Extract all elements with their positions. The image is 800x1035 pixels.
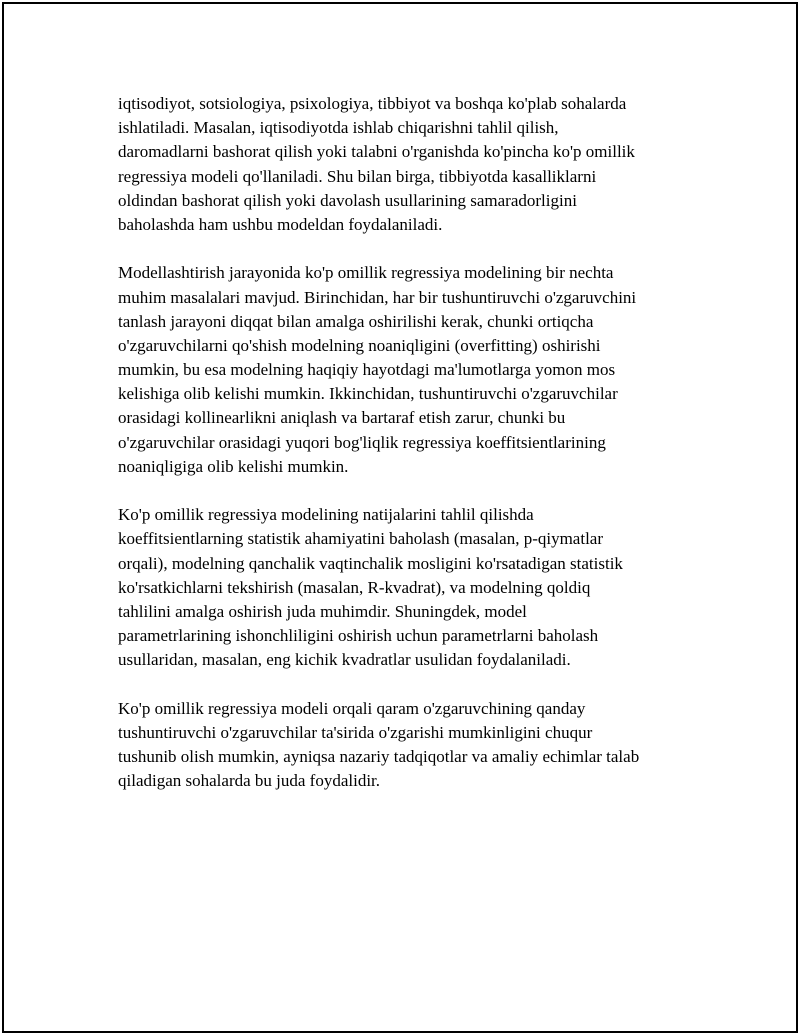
paragraph-spacer <box>118 237 718 261</box>
text-line: orasidagi kollinearlikni aniqlash va bartaraf etish zarur, chunki bu <box>118 408 566 428</box>
text-line: regressiya modeli qo'llaniladi. Shu bilan birga, tibbiyotda kasalliklarni <box>118 166 597 186</box>
text-line: Modellashtirish jarayonida ko'p omillik regressiya modelining bir nechta <box>118 263 614 283</box>
text-line: tushuntiruvchi o'zgaruvchilar ta'sirida o'zgarishi mumkinligini chuqur <box>118 722 593 742</box>
text-line: o'zgaruvchilarni qo'shish modelning noaniqligini (overfitting) oshirishi <box>118 335 601 355</box>
text-line: orqali), modelning qanchalik vaqtinchalik mosligini ko'rsatadigan statistik <box>118 553 623 573</box>
text-line: Ko'p omillik regressiya modelining natijalarini tahlil qilishda <box>118 505 534 525</box>
paragraph <box>118 92 718 237</box>
text-line: ko'rsatkichlarni tekshirish (masalan, R-kvadrat), va modelning qoldiq <box>118 577 591 597</box>
text-line: oldindan bashorat qilish yoki davolash usullarining samaradorligini <box>118 190 577 210</box>
text-line: noaniqligiga olib kelishi mumkin. <box>118 456 349 476</box>
paragraph-spacer <box>118 673 718 697</box>
text-line: tushunib olish mumkin, ayniqsa nazariy tadqiqotlar va amaliy echimlar talab <box>118 747 640 767</box>
text-line: qiladigan sohalarda bu juda foydalidir. <box>118 771 381 791</box>
text-line: parametrlarining ishonchliligini oshirish uchun parametrlarni baholash <box>118 626 599 646</box>
text-line: tanlash jarayoni diqqat bilan amalga oshirilishi kerak, chunki ortiqcha <box>118 311 594 331</box>
paragraph <box>118 697 718 794</box>
document-body <box>118 92 718 793</box>
text-line: mumkin, bu esa modelning haqiqiy hayotdagi ma'lumotlarga yomon mos <box>118 360 616 380</box>
text-line: tahlilini amalga oshirish juda muhimdir. Shuningdek, model <box>118 601 527 621</box>
text-line: muhim masalalari mavjud. Birinchidan, har bir tushuntiruvchi o'zgaruvchini <box>118 287 637 307</box>
text-line: iqtisodiyot, sotsiologiya, psixologiya, tibbiyot va boshqa ko'plab sohalarda <box>118 94 627 113</box>
text-line: koeffitsientlarning statistik ahamiyatini baholash (masalan, p-qiymatlar <box>118 529 604 549</box>
text-line: ishlatiladi. Masalan, iqtisodiyotda ishlab chiqarishni tahlil qilish, <box>118 118 559 138</box>
text-line: usullaridan, masalan, eng kichik kvadratlar usulidan foydalaniladi. <box>118 650 571 670</box>
paragraph <box>118 261 718 479</box>
text-line: Ko'p omillik regressiya modeli orqali qaram o'zgaruvchining qanday <box>118 698 586 718</box>
text-line: baholashda ham ushbu modeldan foydalaniladi. <box>118 214 443 234</box>
text-line: daromadlarni bashorat qilish yoki talabni o'rganishda ko'pincha ko'p omillik <box>118 142 635 162</box>
text-line: kelishiga olib kelishi mumkin. Ikkinchidan, tushuntiruvchi o'zgaruvchilar <box>118 384 618 404</box>
text-line: o'zgaruvchilar orasidagi yuqori bog'liqlik regressiya koeffitsientlarining <box>118 432 606 452</box>
paragraph <box>118 503 718 672</box>
paragraph-spacer <box>118 479 718 503</box>
